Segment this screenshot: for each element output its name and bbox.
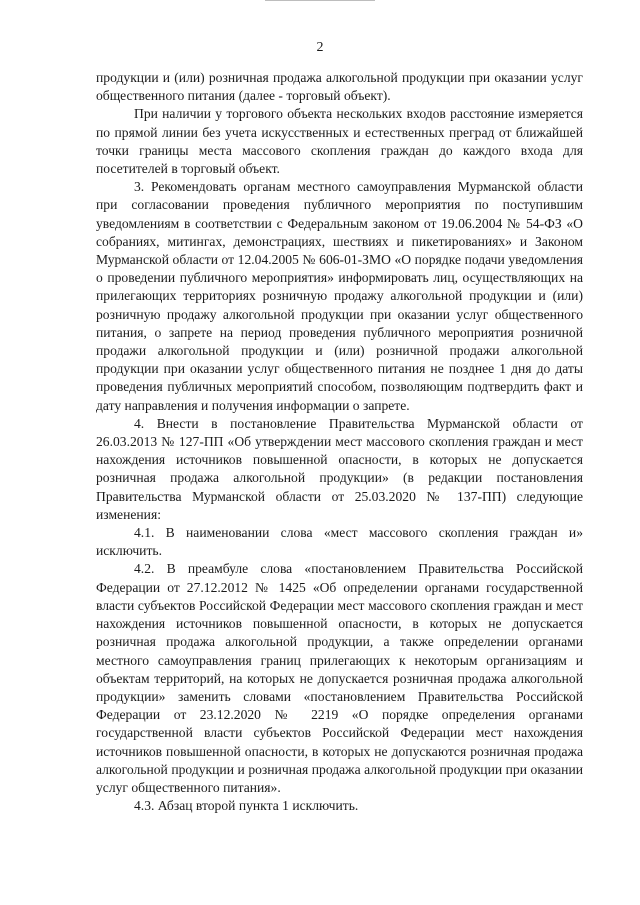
paragraph-continuation: продукции и (или) розничная продажа алкогольной продукции при оказании услуг общественного питания (далее - торговый объект).	[96, 70, 583, 104]
document-body	[96, 69, 583, 815]
paragraph-item-3: 3. Рекомендовать органам местного самоуправления Мурманской области при согласовании проведения публичного мероприятия по поступившим уведомлениям в соответствии с Федеральным законом от 19.06.2004 № 54-ФЗ «О собраниях, митингах, демонстрациях, шествиях и пикетированиях» и Законом Мурманской области от 12.04.2005 № 606-01-ЗМО «О порядке подачи уведомления о проведении публичного мероприятия» информировать лиц, осуществляющих на прилегающих территориях розничную продажу алкогольной продукции и (или) розничную продажу алкогольной продукции при оказании услуг общественного питания, о запрете на период проведения публичного мероприятия розничной продажи алкогольной продукции и (или) розничной продажи алкогольной продукции при оказании услуг общественного питания не позднее 1 дня до даты проведения публичных мероприятий способом, позволяющим подтвердить факт и дату направления и получения информации о запрете.	[96, 179, 583, 413]
paragraph-item-4-3: 4.3. Абзац второй пункта 1 исключить.	[134, 798, 359, 814]
paragraph-item-4: 4. Внести в постановление Правительства Мурманской области от 26.03.2013 № 127-ПП «Об утверждении мест массового скопления граждан и мест нахождения источников повышенной опасности, в которых не допускается розничная продажа алкогольной продукции» (в редакции постановления Правительства Мурманской области от 25.03.2020 № 137-ПП) следующие изменения:	[96, 415, 583, 522]
page-number: 2	[316, 40, 324, 55]
top-rule	[265, 0, 375, 1]
paragraph-item-4-1: 4.1. В наименовании слова «мест массового скопления граждан и» исключить.	[96, 525, 583, 559]
paragraph-item-4-2: 4.2. В преамбуле слова «постановлением Правительства Российской Федерации от 27.12.2012 № 1425 «Об определении органами государственной власти субъектов Российской Федерации мест массового скопления граждан и мест нахождения источников повышенной опасности, в которых не допускается розничная продажа алкогольной продукции, а также определении органами местного самоуправления границ прилегающих к некоторым организациям и объектам территорий, на которых не допускается розничная продажа алкогольной продукции» заменить словами «постановлением Правительства Российской Федерации от 23.12.2020 № 2219 «О порядке определения органами государственной власти субъектов Российской Федерации мест нахождения источников повышенной опасности, в которых не допускаются розничная продажа алкогольной продукции и розничная продажа алкогольной продукции при оказании услуг общественного питания».	[96, 561, 583, 795]
paragraph-entrances: При наличии у торгового объекта нескольких входов расстояние измеряется по прямой линии без учета искусственных и естественных преград от ближайшей точки границы места массового скопления граждан до каждого входа для посетителей в торговый объект.	[96, 106, 583, 177]
